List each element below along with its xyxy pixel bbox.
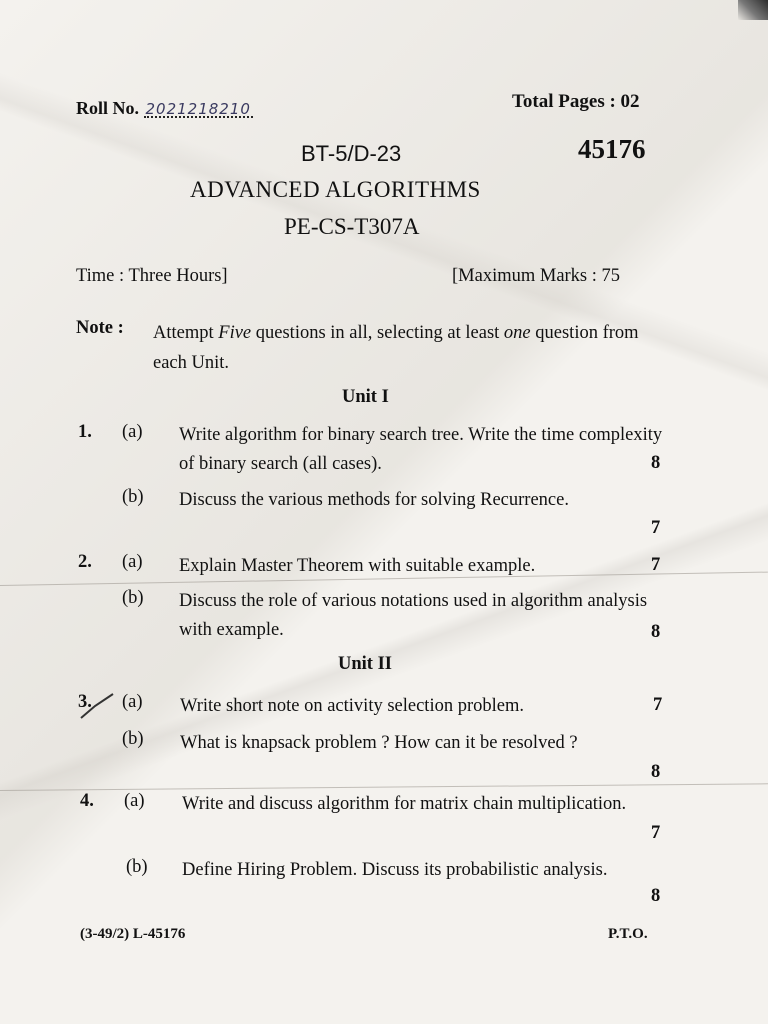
course-code: PE-CS-T307A	[284, 214, 420, 239]
question-text: Write and discuss algorithm for matrix chain multiplication.	[182, 794, 627, 814]
question-part-label: (a)	[122, 692, 143, 712]
question-marks: 7	[651, 555, 661, 575]
question-part-label: (a)	[122, 552, 143, 572]
question-part-label: (a)	[124, 791, 145, 811]
question-text: Discuss the various methods for solving Recurrence.	[179, 490, 569, 510]
roll-number-field	[144, 101, 253, 118]
note-text-part: questions in all, selecting at least	[251, 323, 504, 343]
paper-code: 45176	[578, 134, 646, 164]
question-part-label: (b)	[122, 588, 144, 608]
subject-title: ADVANCED ALGORITHMS	[190, 177, 481, 202]
question-number: 4.	[80, 791, 94, 811]
question-part-label: (b)	[122, 729, 144, 749]
exam-code: BT-5/D-23	[301, 141, 402, 166]
question-marks: 7	[651, 823, 661, 843]
question-text: Write algorithm for binary search tree. Write the time complexity of binary search (all cases).	[179, 425, 663, 474]
footer-code: (3-49/2) L-45176	[80, 926, 186, 942]
question-marks: 8	[651, 886, 661, 906]
question-marks: 7	[653, 695, 663, 715]
note-emphasis: Five	[218, 323, 252, 343]
unit-heading: Unit I	[342, 387, 389, 407]
question-part-label: (b)	[126, 857, 148, 877]
roll-label: Roll No.	[76, 98, 139, 118]
time-allowed: Time : Three Hours]	[76, 266, 228, 286]
unit-heading: Unit II	[338, 654, 392, 674]
pto-label: P.T.O.	[608, 926, 648, 942]
question-number: 1.	[78, 422, 92, 442]
question-marks: 8	[651, 453, 661, 473]
note-emphasis: one	[503, 323, 531, 343]
roll-number-handwritten: 2021218210	[145, 100, 251, 118]
note-text	[153, 318, 667, 378]
roll-number-line	[76, 98, 253, 119]
question-marks: 8	[651, 622, 661, 642]
question-number: 2.	[78, 552, 92, 572]
note-text-part: Attempt	[153, 323, 219, 343]
note-label: Note :	[76, 318, 124, 338]
question-text: What is knapsack problem ? How can it be resolved ?	[180, 733, 578, 753]
note-text-part: question from each Unit.	[153, 323, 639, 373]
question-part-label: (a)	[122, 422, 143, 442]
question-text: Define Hiring Problem. Discuss its probabilistic analysis.	[182, 860, 608, 880]
question-part-label: (b)	[122, 487, 144, 507]
total-pages: Total Pages : 02	[512, 91, 640, 112]
question-text: Discuss the role of various notations used in algorithm analysis with example.	[179, 591, 648, 640]
page-corner-shadow	[738, 0, 768, 20]
question-marks: 7	[651, 518, 661, 538]
question-text: Write short note on activity selection problem.	[180, 696, 524, 716]
maximum-marks: [Maximum Marks : 75	[452, 266, 621, 286]
question-number: 3.	[78, 692, 92, 712]
question-marks: 8	[651, 762, 661, 782]
question-text: Explain Master Theorem with suitable example.	[179, 556, 536, 576]
